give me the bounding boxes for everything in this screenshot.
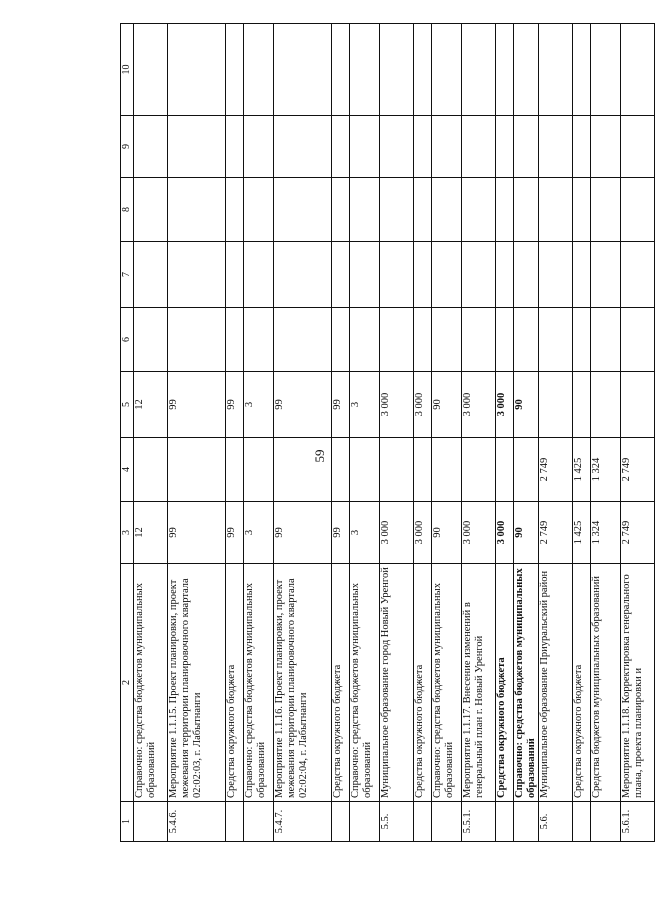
cell-col-7: [350, 242, 380, 308]
cell-col-4: 1 425: [573, 438, 591, 502]
cell-col-5: [621, 372, 655, 438]
cell-col-7: [539, 242, 573, 308]
cell-col-5: 3 000: [496, 372, 514, 438]
cell-col-10: [539, 24, 573, 116]
cell-col-10: [462, 24, 496, 116]
cell-col-6: [274, 308, 332, 372]
cell-col-8: [462, 178, 496, 242]
cell-col-10: [226, 24, 244, 116]
cell-col-3: 90: [432, 502, 462, 564]
cell-col-10: [414, 24, 432, 116]
cell-col-8: [496, 178, 514, 242]
cell-col-2: Справочно: средства бюджетов муниципальных образований: [432, 564, 462, 802]
cell-col-7: [332, 242, 350, 308]
cell-col-6: [432, 308, 462, 372]
table-row: [462, 24, 496, 842]
cell-col-8: [226, 178, 244, 242]
cell-col-9: [414, 116, 432, 178]
cell-col-3: 1 324: [591, 502, 621, 564]
cell-col-4: 1 324: [591, 438, 621, 502]
cell-col-7: [462, 242, 496, 308]
cell-col-10: [168, 24, 226, 116]
cell-col-6: [462, 308, 496, 372]
cell-col-7: [134, 242, 168, 308]
table-row: [539, 24, 573, 842]
cell-col-2: Мероприятие 1.1.16. Проект планировки, проект межевания территории планировочного квартала 02:02:04, г. Лабытнанги: [274, 564, 332, 802]
cell-col-6: [621, 308, 655, 372]
cell-col-8: [350, 178, 380, 242]
cell-col-4: [274, 438, 332, 502]
cell-col-4: [244, 438, 274, 502]
cell-col-6: [591, 308, 621, 372]
cell-col-7: [244, 242, 274, 308]
cell-col-5: 90: [432, 372, 462, 438]
table-row: [621, 24, 655, 842]
cell-col-5: 3 000: [380, 372, 414, 438]
cell-col-3: 12: [134, 502, 168, 564]
cell-col-7: [514, 242, 539, 308]
cell-col-9: 9: [121, 116, 134, 178]
cell-col-3: 3 000: [380, 502, 414, 564]
cell-col-2: Муниципальное образование город Новый Уренгой: [380, 564, 414, 802]
cell-col-9: [432, 116, 462, 178]
cell-col-1: 5.6.1.: [621, 802, 655, 842]
cell-col-3: 2 749: [621, 502, 655, 564]
cell-col-1: 5.5.: [380, 802, 414, 842]
header-row: [121, 24, 134, 842]
table-row: [432, 24, 462, 842]
cell-col-8: 8: [121, 178, 134, 242]
rotated-table-container: [120, 24, 644, 842]
cell-col-6: [226, 308, 244, 372]
cell-col-6: [414, 308, 432, 372]
cell-col-1: [591, 802, 621, 842]
table-row: [134, 24, 168, 842]
cell-col-3: 3 000: [496, 502, 514, 564]
cell-col-4: [514, 438, 539, 502]
cell-col-9: [621, 116, 655, 178]
cell-col-2: Справочно: средства бюджетов муниципальных образований: [514, 564, 539, 802]
cell-col-1: [350, 802, 380, 842]
cell-col-5: 3: [350, 372, 380, 438]
cell-col-2: Средства окружного бюджета: [414, 564, 432, 802]
cell-col-4: [496, 438, 514, 502]
cell-col-6: [350, 308, 380, 372]
cell-col-1: [226, 802, 244, 842]
cell-col-3: 99: [332, 502, 350, 564]
cell-col-3: 99: [226, 502, 244, 564]
cell-col-6: [244, 308, 274, 372]
table-body: [121, 24, 655, 842]
cell-col-4: [168, 438, 226, 502]
cell-col-5: [539, 372, 573, 438]
cell-col-9: [332, 116, 350, 178]
cell-col-9: [462, 116, 496, 178]
cell-col-2: Справочно: средства бюджетов муниципальных образований: [134, 564, 168, 802]
cell-col-6: 6: [121, 308, 134, 372]
budget-table: [120, 23, 655, 842]
table-row: [414, 24, 432, 842]
cell-col-5: 99: [168, 372, 226, 438]
cell-col-5: [573, 372, 591, 438]
cell-col-7: 7: [121, 242, 134, 308]
cell-col-10: [496, 24, 514, 116]
cell-col-6: [134, 308, 168, 372]
cell-col-8: [244, 178, 274, 242]
cell-col-7: [496, 242, 514, 308]
cell-col-4: 2 749: [539, 438, 573, 502]
cell-col-8: [514, 178, 539, 242]
table-row: [496, 24, 514, 842]
cell-col-4: [414, 438, 432, 502]
cell-col-10: [274, 24, 332, 116]
cell-col-10: [244, 24, 274, 116]
cell-col-7: [380, 242, 414, 308]
cell-col-8: [414, 178, 432, 242]
table-row: [244, 24, 274, 842]
cell-col-9: [591, 116, 621, 178]
cell-col-7: [274, 242, 332, 308]
cell-col-5: 3 000: [462, 372, 496, 438]
cell-col-5: 99: [226, 372, 244, 438]
cell-col-4: [462, 438, 496, 502]
cell-col-9: [134, 116, 168, 178]
cell-col-9: [226, 116, 244, 178]
table-row: [350, 24, 380, 842]
cell-col-4: [226, 438, 244, 502]
cell-col-5: 12: [134, 372, 168, 438]
table-row: [591, 24, 621, 842]
cell-col-8: [168, 178, 226, 242]
cell-col-8: [591, 178, 621, 242]
cell-col-2: Справочно: средства бюджетов муниципальных образований: [350, 564, 380, 802]
cell-col-4: [332, 438, 350, 502]
cell-col-2: 2: [121, 564, 134, 802]
table-row: [168, 24, 226, 842]
cell-col-8: [432, 178, 462, 242]
table-row: [226, 24, 244, 842]
cell-col-1: [414, 802, 432, 842]
cell-col-5: [591, 372, 621, 438]
cell-col-7: [168, 242, 226, 308]
cell-col-6: [380, 308, 414, 372]
cell-col-5: 3 000: [414, 372, 432, 438]
cell-col-7: [621, 242, 655, 308]
cell-col-3: 1 425: [573, 502, 591, 564]
cell-col-10: 10: [121, 24, 134, 116]
cell-col-2: Мероприятие 1.1.15. Проект планировки, проект межевания территории планировочного квартала 02:02:03, г. Лабытнанги: [168, 564, 226, 802]
cell-col-1: 5.5.1.: [462, 802, 496, 842]
cell-col-8: [274, 178, 332, 242]
cell-col-10: [134, 24, 168, 116]
cell-col-8: [539, 178, 573, 242]
cell-col-10: [573, 24, 591, 116]
cell-col-6: [496, 308, 514, 372]
cell-col-3: 99: [168, 502, 226, 564]
cell-col-6: [514, 308, 539, 372]
cell-col-2: Средства окружного бюджета: [332, 564, 350, 802]
cell-col-6: [573, 308, 591, 372]
cell-col-2: Муниципальное образование Приуральский район: [539, 564, 573, 802]
cell-col-1: [332, 802, 350, 842]
cell-col-8: [380, 178, 414, 242]
cell-col-7: [573, 242, 591, 308]
cell-col-10: [591, 24, 621, 116]
cell-col-1: 5.4.7.: [274, 802, 332, 842]
cell-col-8: [332, 178, 350, 242]
cell-col-9: [514, 116, 539, 178]
cell-col-1: [244, 802, 274, 842]
cell-col-1: 5.6.: [539, 802, 573, 842]
cell-col-3: 90: [514, 502, 539, 564]
cell-col-5: 90: [514, 372, 539, 438]
cell-col-1: [496, 802, 514, 842]
cell-col-2: Средства бюджетов муниципальных образований: [591, 564, 621, 802]
cell-col-7: [226, 242, 244, 308]
cell-col-3: 3: [350, 502, 380, 564]
cell-col-4: [380, 438, 414, 502]
cell-col-1: [432, 802, 462, 842]
cell-col-3: 3: [121, 502, 134, 564]
cell-col-10: [332, 24, 350, 116]
cell-col-1: [573, 802, 591, 842]
cell-col-9: [380, 116, 414, 178]
cell-col-7: [591, 242, 621, 308]
table-row: [514, 24, 539, 842]
cell-col-6: [539, 308, 573, 372]
cell-col-5: 5: [121, 372, 134, 438]
cell-col-9: [244, 116, 274, 178]
table-row: [332, 24, 350, 842]
cell-col-9: [274, 116, 332, 178]
cell-col-7: [432, 242, 462, 308]
cell-col-9: [350, 116, 380, 178]
cell-col-9: [168, 116, 226, 178]
cell-col-10: [380, 24, 414, 116]
cell-col-7: [414, 242, 432, 308]
cell-col-10: [514, 24, 539, 116]
cell-col-2: Мероприятие 1.1.18. Корректировка генерального плана, проекта планировки и: [621, 564, 655, 802]
cell-col-10: [350, 24, 380, 116]
cell-col-9: [539, 116, 573, 178]
table-row: [573, 24, 591, 842]
cell-col-5: 3: [244, 372, 274, 438]
table-row: [380, 24, 414, 842]
cell-col-9: [496, 116, 514, 178]
cell-col-10: [621, 24, 655, 116]
cell-col-5: 99: [274, 372, 332, 438]
cell-col-4: [432, 438, 462, 502]
cell-col-4: 2 749: [621, 438, 655, 502]
cell-col-2: Средства окружного бюджета: [496, 564, 514, 802]
cell-col-3: 99: [274, 502, 332, 564]
cell-col-4: [134, 438, 168, 502]
cell-col-2: Средства окружного бюджета: [573, 564, 591, 802]
cell-col-9: [573, 116, 591, 178]
cell-col-3: 3 000: [462, 502, 496, 564]
cell-col-4: [350, 438, 380, 502]
cell-col-6: [168, 308, 226, 372]
table-row: [274, 24, 332, 842]
cell-col-2: Средства окружного бюджета: [226, 564, 244, 802]
cell-col-10: [432, 24, 462, 116]
cell-col-6: [332, 308, 350, 372]
cell-col-8: [573, 178, 591, 242]
cell-col-3: 2 749: [539, 502, 573, 564]
cell-col-1: 5.4.6.: [168, 802, 226, 842]
cell-col-2: Мероприятие 1.1.17. Внесение изменений в генеральный план г. Новый Уренгой: [462, 564, 496, 802]
cell-col-1: [514, 802, 539, 842]
cell-col-4: 4: [121, 438, 134, 502]
cell-col-1: 1: [121, 802, 134, 842]
cell-col-2: Справочно: средства бюджетов муниципальных образований: [244, 564, 274, 802]
cell-col-3: 3: [244, 502, 274, 564]
cell-col-1: [134, 802, 168, 842]
page-number: 59: [312, 449, 327, 463]
cell-col-8: [134, 178, 168, 242]
cell-col-8: [621, 178, 655, 242]
cell-col-3: 3 000: [414, 502, 432, 564]
cell-col-5: 99: [332, 372, 350, 438]
